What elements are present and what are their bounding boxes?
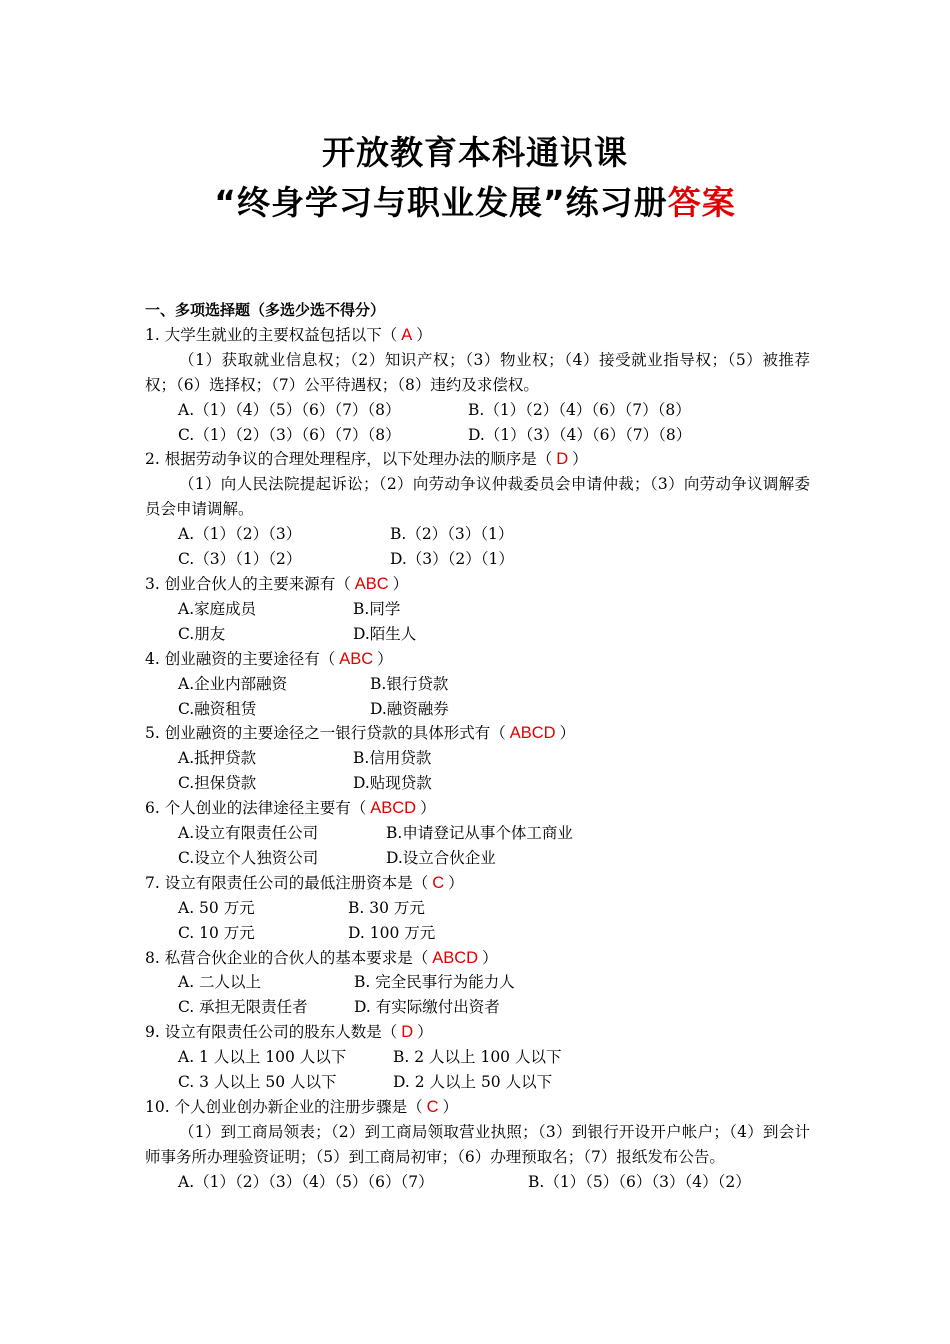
section-heading: 一、多项选择题（多选少选不得分） xyxy=(145,301,386,319)
option-row xyxy=(145,522,810,547)
option-row xyxy=(145,597,810,622)
question-bracket-close: ） xyxy=(377,649,393,668)
option-row xyxy=(145,697,810,722)
question-text: 6. 个人创业的法律途径主要有（ xyxy=(145,799,367,818)
answer-mark: ABCD xyxy=(509,724,556,743)
option-row xyxy=(145,896,810,921)
question-stem xyxy=(145,946,810,971)
option-row xyxy=(145,846,810,871)
title-line-1: 开放教育本科通识课 xyxy=(322,133,628,172)
answer-option: A. 二人以上 xyxy=(178,973,262,992)
option-row xyxy=(145,547,810,572)
answer-option: A.（1）（2）（3） xyxy=(178,525,302,544)
answer-option: C. 10 万元 xyxy=(178,923,255,942)
answer-option: D.（1）（3）（4）（6）（7）（8） xyxy=(468,425,692,444)
question-list xyxy=(145,298,810,1195)
answer-mark: ABC xyxy=(354,574,389,593)
answer-mark: A xyxy=(401,325,413,344)
document-title xyxy=(0,128,950,228)
answer-option: B.同学 xyxy=(353,599,401,618)
question-bracket-close: ） xyxy=(416,325,432,344)
answer-option: C.（1）（2）（3）（6）（7）（8） xyxy=(178,425,401,444)
option-row xyxy=(145,995,810,1020)
question-stem xyxy=(145,796,810,821)
question-bracket-close: ） xyxy=(392,574,409,593)
answer-option: C.融资租赁 xyxy=(178,699,257,718)
answer-option: B. 2 人以上 100 人以下 xyxy=(393,1048,562,1067)
question-stem xyxy=(145,572,810,597)
question-text: 1. 大学生就业的主要权益包括以下（ xyxy=(145,325,398,344)
answer-option: C.朋友 xyxy=(178,624,226,643)
question-item xyxy=(145,1020,810,1095)
title-answer-text: 答案 xyxy=(667,183,736,222)
questions-container xyxy=(145,323,810,1195)
answer-option: D.陌生人 xyxy=(353,624,417,643)
question-body: （1）向人民法院提起诉讼；（2）向劳动争议仲裁委员会申请仲裁；（3）向劳动争议调解委员会申请调解。 xyxy=(145,475,810,519)
question-text: 5. 创业融资的主要途径之一银行贷款的具体形式有（ xyxy=(145,724,506,743)
answer-option: A. 1 人以上 100 人以下 xyxy=(178,1048,347,1067)
answer-option: A.企业内部融资 xyxy=(178,674,288,693)
question-bracket-close: ） xyxy=(448,873,464,892)
question-item xyxy=(145,796,810,871)
option-row xyxy=(145,771,810,796)
answer-option: D.设立合伙企业 xyxy=(386,848,496,867)
question-stem xyxy=(145,323,810,348)
answer-mark: ABCD xyxy=(432,948,479,967)
answer-mark: D xyxy=(401,1023,414,1042)
answer-option: A.抵押贷款 xyxy=(178,749,257,768)
answer-option: C. 3 人以上 50 人以下 xyxy=(178,1073,337,1092)
question-item xyxy=(145,946,810,1021)
question-stem xyxy=(145,871,810,896)
question-stem xyxy=(145,1020,810,1045)
question-bracket-close: ） xyxy=(482,948,498,967)
option-row xyxy=(145,746,810,771)
question-bracket-close: ） xyxy=(442,1098,459,1116)
question-text: 4. 创业融资的主要途径有（ xyxy=(145,649,336,668)
question-text: 10. 个人创业创办新企业的注册步骤是（ xyxy=(145,1098,423,1116)
question-item xyxy=(145,647,810,722)
question-item xyxy=(145,323,810,448)
answer-mark: C xyxy=(426,1098,439,1116)
question-body: （1）获取就业信息权；（2）知识产权；（3）物业权；（4）接受就业指导权；（5）被推荐权；（6）选择权；（7）公平待遇权；（8）违约及求偿权。 xyxy=(145,350,810,394)
question-item xyxy=(145,871,810,946)
title-main-text: “终身学习与职业发展”练习册 xyxy=(214,183,668,222)
question-item xyxy=(145,721,810,796)
answer-option: A.设立有限责任公司 xyxy=(178,824,319,843)
answer-option: B.（2）（3）（1） xyxy=(390,525,514,544)
question-stem xyxy=(145,721,810,746)
answer-option: A.（1）（2）（3）（4）（5）（6）（7） xyxy=(178,1172,434,1191)
answer-option: C.设立个人独资公司 xyxy=(178,848,319,867)
question-stem xyxy=(145,447,810,472)
option-row xyxy=(145,1170,810,1195)
answer-option: D.（3）（2）（1） xyxy=(390,550,514,569)
answer-option: A.家庭成员 xyxy=(178,599,257,618)
option-row xyxy=(145,622,810,647)
option-row xyxy=(145,423,810,448)
answer-option: D.贴现贷款 xyxy=(353,774,432,793)
question-bracket-close: ） xyxy=(559,724,576,743)
option-row xyxy=(145,398,810,423)
answer-option: B.银行贷款 xyxy=(370,674,449,693)
answer-option: D. 2 人以上 50 人以下 xyxy=(393,1073,553,1092)
option-row xyxy=(145,1070,810,1095)
answer-mark: ABC xyxy=(339,649,374,668)
option-row xyxy=(145,672,810,697)
question-item xyxy=(145,572,810,647)
question-text: 9. 设立有限责任公司的股东人数是（ xyxy=(145,1023,398,1042)
question-text: 8. 私营合伙企业的合伙人的基本要求是（ xyxy=(145,948,429,967)
answer-option: C. 承担无限责任者 xyxy=(178,998,308,1017)
question-body: （1）到工商局领表；（2）到工商局领取营业执照；（3）到银行开设开户帐户；（4）到会计师事务所办理验资证明；（5）到工商局初审；（6）办理预取名；（7）报纸发布公告。 xyxy=(145,1122,810,1166)
answer-option: D. 有实际缴付出资者 xyxy=(354,998,500,1017)
question-bracket-close: ） xyxy=(420,799,436,818)
answer-mark: D xyxy=(556,450,569,469)
answer-option: B.（1）（2）（4）（6）（7）（8） xyxy=(468,400,691,419)
question-stem xyxy=(145,1095,810,1120)
answer-option: A. 50 万元 xyxy=(178,898,255,917)
question-bracket-close: ） xyxy=(417,1023,433,1042)
question-item xyxy=(145,447,810,572)
question-text: 7. 设立有限责任公司的最低注册资本是（ xyxy=(145,873,429,892)
option-row xyxy=(145,970,810,995)
answer-option: B.信用贷款 xyxy=(353,749,432,768)
title-line-2 xyxy=(0,178,950,228)
answer-option: D.融资融券 xyxy=(370,699,449,718)
question-text: 3. 创业合伙人的主要来源有（ xyxy=(145,574,351,593)
answer-option: D. 100 万元 xyxy=(348,923,436,942)
answer-option: B. 30 万元 xyxy=(348,898,425,917)
answer-option: B. 完全民事行为能力人 xyxy=(354,973,515,992)
option-row xyxy=(145,921,810,946)
answer-option: B.（1）（5）（6）（3）（4）（2） xyxy=(528,1172,751,1191)
question-item xyxy=(145,1095,810,1195)
answer-option: C.担保贷款 xyxy=(178,774,257,793)
question-text: 2. 根据劳动争议的合理处理程序，以下处理办法的顺序是（ xyxy=(145,450,553,469)
answer-mark: ABCD xyxy=(370,799,417,818)
option-row xyxy=(145,1045,810,1070)
answer-option: A.（1）（4）（5）（6）（7）（8） xyxy=(178,400,401,419)
option-row xyxy=(145,821,810,846)
question-bracket-close: ） xyxy=(572,450,588,469)
answer-option: C.（3）（1）（2） xyxy=(178,550,302,569)
answer-mark: C xyxy=(432,873,445,892)
question-stem xyxy=(145,647,810,672)
answer-option: B.申请登记从事个体工商业 xyxy=(386,824,573,843)
